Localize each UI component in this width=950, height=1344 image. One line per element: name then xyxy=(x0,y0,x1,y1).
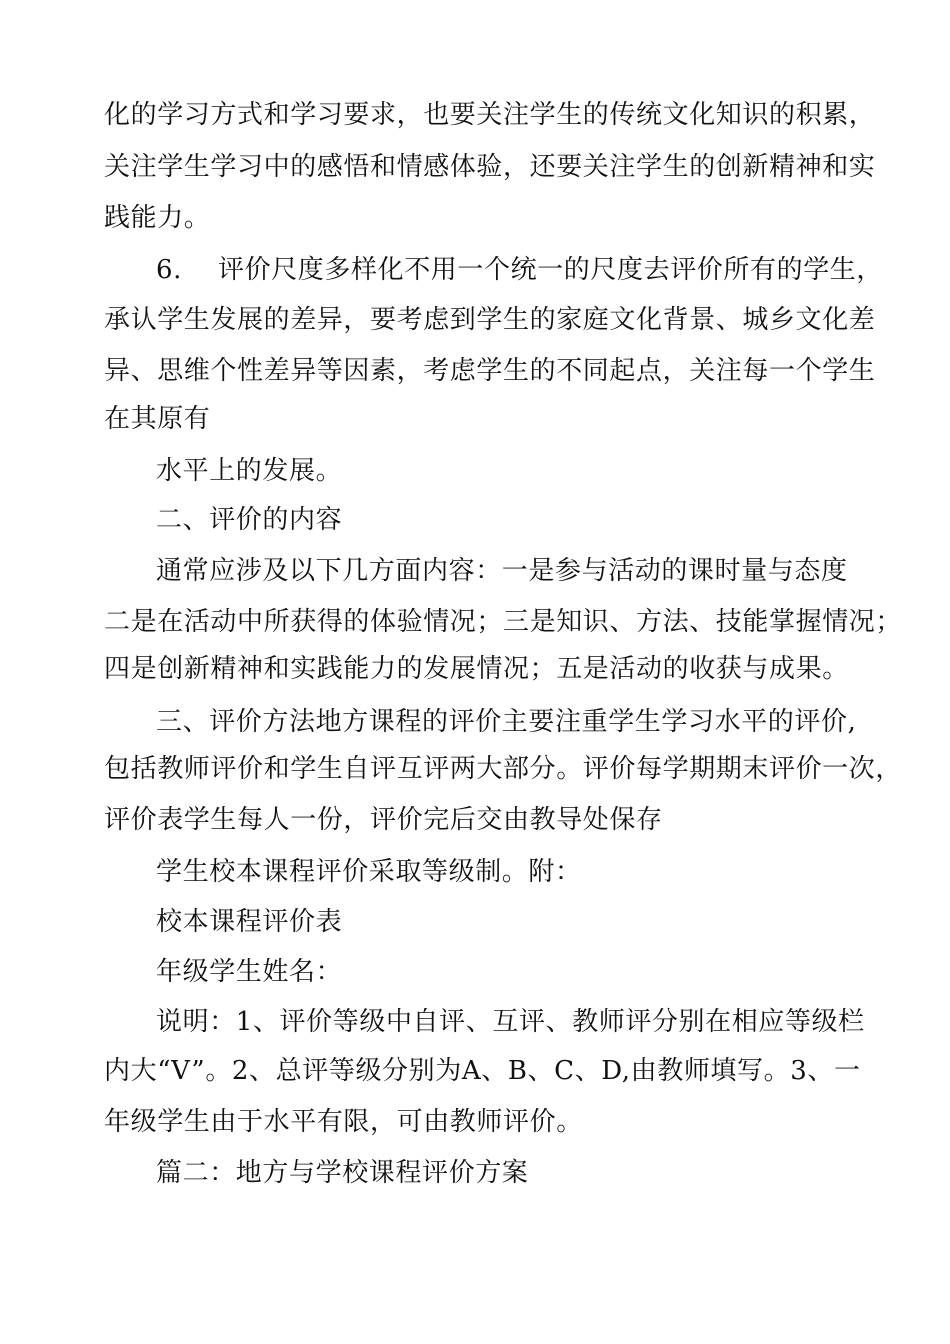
paragraph-line: 践能力。 xyxy=(104,203,211,233)
paragraph-line: 包括教师评价和学生自评互评两大部分。评价每学期期末评价一次， xyxy=(104,754,903,784)
item-text: 评价尺度多样化不用一个统一的尺度去评价所有的学生， xyxy=(218,255,884,285)
item-number: 6. xyxy=(156,255,183,285)
paragraph-line: 在其原有 xyxy=(104,404,211,434)
paragraph-line: 关注学生学习中的感悟和情感体验，还要关注学生的创新精神和实 xyxy=(104,152,876,182)
paragraph-line: 年级学生姓名： xyxy=(156,957,343,987)
paragraph-line: 承认学生发展的差异，要考虑到学生的家庭文化背景、城乡文化差 xyxy=(104,305,876,335)
paragraph-line: 学生校本课程评价采取等级制。附： xyxy=(156,857,582,887)
paragraph-line: 说明：1、评价等级中自评、互评、教师评分别在相应等级栏 xyxy=(156,1007,865,1037)
paragraph-line: 异、思维个性差异等因素，考虑学生的不同起点，关注每一个学生 xyxy=(104,356,876,386)
section-heading: 三、评价方法地方课程的评价主要注重学生学习水平的评价, xyxy=(156,707,857,737)
paragraph-line: 二是在活动中所获得的体验情况；三是知识、方法、技能掌握情况； xyxy=(104,607,903,637)
paragraph-line: 水平上的发展。 xyxy=(156,456,343,486)
section-heading: 二、评价的内容 xyxy=(156,505,343,535)
paragraph-line: 内大“V”。2、总评等级分别为A、B、C、D,由教师填写。3、一 xyxy=(104,1056,861,1086)
paragraph-line: 校本课程评价表 xyxy=(156,907,343,937)
paragraph-line: 化的学习方式和学习要求，也要关注学生的传统文化知识的积累， xyxy=(104,100,876,130)
paragraph-line: 年级学生由于水平有限，可由教师评价。 xyxy=(104,1107,583,1137)
paragraph-line: 通常应涉及以下几方面内容：一是参与活动的课时量与态度 xyxy=(156,556,848,586)
numbered-item-line xyxy=(156,253,883,287)
section-heading: 篇二：地方与学校课程评价方案 xyxy=(156,1158,529,1188)
paragraph-line: 四是创新精神和实践能力的发展情况；五是活动的收获与成果。 xyxy=(104,654,849,684)
paragraph-line: 评价表学生每人一份，评价完后交由教导处保存 xyxy=(104,805,663,835)
